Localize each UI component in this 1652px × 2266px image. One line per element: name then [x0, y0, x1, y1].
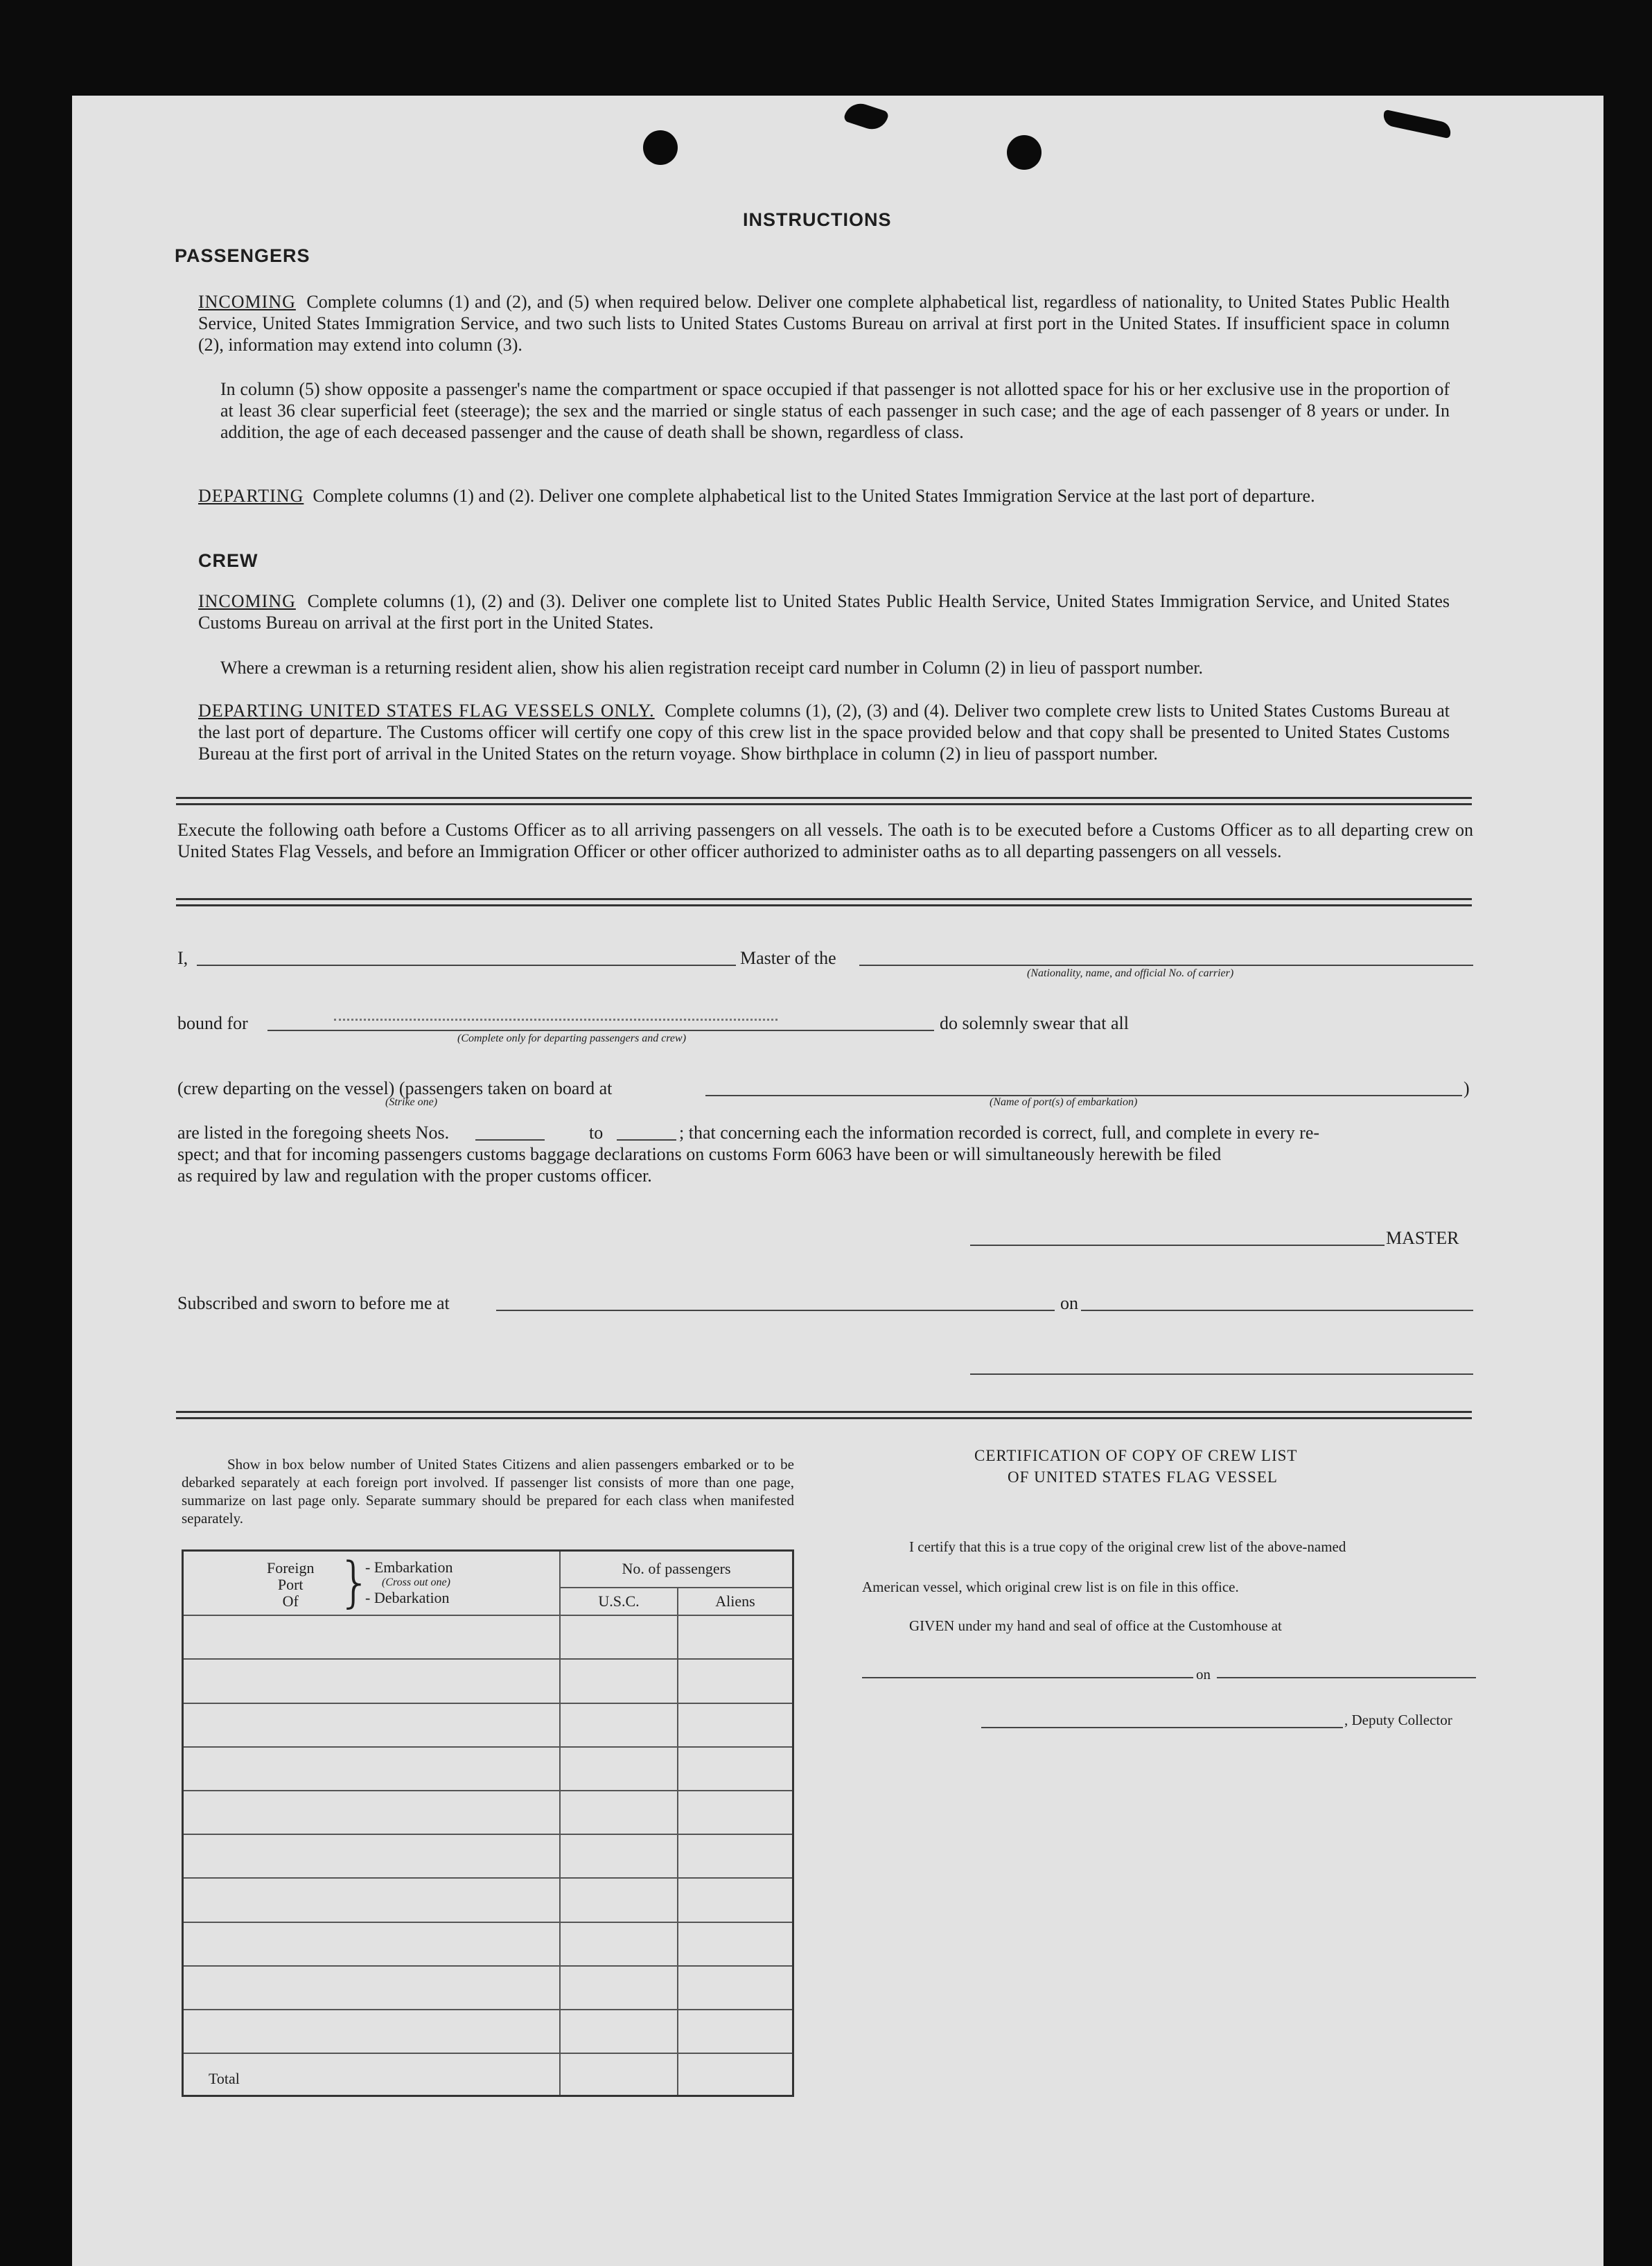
port-cell[interactable] [183, 1966, 561, 2010]
aliens-cell[interactable] [678, 1922, 793, 1966]
column5-instructions: In column (5) show opposite a passenger's name the compartment or space occupied if that passenger is not allotted space for his or her exclusive use in the proportion of at least 36 clear superficial feet (steerage); the sex and the married or single status of each passenger in such case; and the age of each passenger of 8 years or under. In addition, the age of each deceased passenger and the cause of death shall be shown, regardless of class. [220, 379, 1450, 442]
usc-cell[interactable] [560, 2010, 678, 2053]
table-row [183, 1922, 793, 1966]
close-paren: ) [1464, 1078, 1470, 1098]
strike-one-hint: (Strike one) [385, 1096, 438, 1108]
port-cell[interactable] [183, 1834, 561, 1878]
aliens-cell[interactable] [678, 1615, 793, 1659]
port-cell[interactable] [183, 2010, 561, 2053]
aliens-cell[interactable] [678, 1659, 793, 1703]
usc-cell[interactable] [560, 1922, 678, 1966]
certification-title-1: CERTIFICATION OF COPY OF CREW LIST [974, 1447, 1298, 1464]
bound-for-dots [334, 1019, 777, 1021]
aliens-cell[interactable] [678, 1703, 793, 1747]
passenger-summary-table [182, 1549, 794, 2097]
aliens-cell[interactable] [678, 2010, 793, 2053]
crew-incoming-text: Complete columns (1), (2) and (3). Deliver one complete list to United States Public Health Service, United States Immigration Service, and United States Customs Bureau on arrival at the first port in the United States. [198, 591, 1450, 633]
crew-passengers-label: (crew departing on the vessel) (passengers taken on board at [177, 1078, 613, 1098]
port-cell[interactable] [183, 1747, 561, 1791]
usc-cell[interactable] [560, 1966, 678, 2010]
sheet-from-field[interactable] [475, 1139, 545, 1141]
sworn-location-field[interactable] [496, 1310, 1055, 1311]
total-row [183, 2053, 793, 2096]
usc-cell[interactable] [560, 1703, 678, 1747]
crew-alien-note: Where a crewman is a returning resident alien, show his alien registration receipt card number in Column (2) in lieu of passport number. [220, 658, 1204, 678]
punch-hole-right [1007, 135, 1042, 170]
no-of-passengers-header: No. of passengers [560, 1551, 793, 1588]
usc-cell[interactable] [560, 1878, 678, 1922]
port-cell[interactable] [183, 1703, 561, 1747]
crew-departing-text: Complete columns (1), (2), (3) and (4). Deliver two complete crew lists to United States Customs Bureau at the last port of departure. The Customs officer will certify one copy of this crew list in the space provided below and that copy shall be presented to United States Customs Bureau at the first port of arrival in the United States on the return voyage. Show birthplace in column (2) in lieu of passport number. [198, 701, 1450, 764]
carrier-hint: (Nationality, name, and official No. of carrier) [1027, 967, 1234, 979]
passengers-incoming-text: Complete columns (1) and (2), and (5) when required below. Deliver one complete alphabetical list, regardless of nationality, to United States Public Health Service, United States Immigration Service, and two such lists to United States Customs Bureau on arrival at first port in the United States. If insufficient space in column (2), information may extend into column (3). [198, 292, 1450, 355]
carrier-field[interactable] [859, 965, 1473, 966]
cert-on-label: on [1196, 1666, 1211, 1683]
deputy-collector-signature-field[interactable] [981, 1727, 1343, 1728]
listed-rest-2: spect; and that for incoming passengers customs baggage declarations on customs Form 6063 have been or will simultaneously herewith be filed [177, 1144, 1222, 1164]
brace-icon: } [337, 1552, 372, 1614]
certify-line-2: American vessel, which original crew list is on file in this office. [862, 1579, 1239, 1595]
master-of-the-label: Master of the [740, 948, 836, 968]
listed-rest-1: ; that concerning each the information recorded is correct, full, and complete in every re- [679, 1123, 1320, 1143]
port-cell[interactable] [183, 1878, 561, 1922]
passengers-departing [198, 485, 1450, 507]
punch-hole-left [643, 130, 678, 165]
port-header [183, 1551, 561, 1616]
port-hint: (Name of port(s) of embarkation) [990, 1096, 1138, 1108]
table-row [183, 1834, 793, 1878]
port-cell[interactable] [183, 1615, 561, 1659]
sworn-date-field[interactable] [1081, 1310, 1473, 1311]
passengers-incoming [198, 291, 1450, 355]
oath-instruction: Execute the following oath before a Customs Officer as to all arriving passengers on all vessels. The oath is to be executed before a Customs Officer as to all departing crew on United States Flag Vessels, and before an Immigration Officer or other officer authorized to administer oaths as to all departing passengers on all vessels. [177, 820, 1473, 861]
port-label: Port [277, 1576, 304, 1593]
sheet-to-field[interactable] [617, 1139, 676, 1141]
to-label: to [589, 1123, 604, 1143]
usc-cell[interactable] [560, 1747, 678, 1791]
certification-title-2: OF UNITED STATES FLAG VESSEL [1008, 1468, 1278, 1486]
table-row [183, 1747, 793, 1791]
bound-for-hint: (Complete only for departing passengers and crew) [457, 1033, 687, 1044]
passengers-incoming-label: INCOMING [198, 292, 296, 312]
embarkation-label: - Embarkation [365, 1558, 453, 1576]
aliens-header: Aliens [678, 1588, 793, 1616]
crew-incoming-label: INCOMING [198, 591, 296, 611]
bound-for-label: bound for [177, 1013, 248, 1033]
master-name-field[interactable] [197, 965, 736, 966]
passengers-departing-text: Complete columns (1) and (2). Deliver one complete alphabetical list to the United States Immigration Service at the last port of departure. [313, 486, 1315, 506]
table-row [183, 1703, 793, 1747]
officer-signature-field[interactable] [970, 1373, 1473, 1375]
port-cell[interactable] [183, 1659, 561, 1703]
aliens-cell[interactable] [678, 1834, 793, 1878]
usc-header: U.S.C. [560, 1588, 678, 1616]
cert-date-field[interactable] [1217, 1677, 1476, 1678]
usc-cell[interactable] [560, 1834, 678, 1878]
aliens-total-cell[interactable] [678, 2053, 793, 2096]
passengers-departing-label: DEPARTING [198, 486, 304, 506]
aliens-cell[interactable] [678, 1747, 793, 1791]
usc-cell[interactable] [560, 1615, 678, 1659]
certify-line-1: I certify that this is a true copy of the original crew list of the above-named [909, 1538, 1346, 1555]
certify-line-3: GIVEN under my hand and seal of office at the Customhouse at [909, 1617, 1282, 1634]
table-row [183, 2010, 793, 2053]
listed-label: are listed in the foregoing sheets Nos. [177, 1123, 450, 1143]
port-cell[interactable] [183, 1791, 561, 1834]
usc-cell[interactable] [560, 1791, 678, 1834]
deputy-collector-label: , Deputy Collector [1344, 1712, 1452, 1728]
summary-instructions: Show in box below number of United States Citizens and alien passengers embarked or to be debarked separately at each foreign port involved. If passenger list consists of more than one page, summarize on last page only. Separate summary should be prepared for each class when manifested separately. [182, 1456, 794, 1527]
passengers-heading: PASSENGERS [175, 245, 310, 266]
crew-departing [198, 700, 1450, 764]
table-row [183, 1659, 793, 1703]
usc-cell[interactable] [560, 1659, 678, 1703]
master-label: MASTER [1386, 1228, 1459, 1248]
double-rule [176, 797, 1472, 805]
listed-rest-3: as required by law and regulation with the proper customs officer. [177, 1166, 652, 1186]
foreign-label: Foreign [267, 1559, 315, 1576]
oath-i-label: I, [177, 948, 188, 968]
aliens-cell[interactable] [678, 1966, 793, 2010]
customhouse-location-field[interactable] [862, 1677, 1193, 1678]
swear-label: do solemnly swear that all [940, 1013, 1129, 1033]
aliens-cell[interactable] [678, 1791, 793, 1834]
table-row [183, 1791, 793, 1834]
cross-out-hint: (Cross out one) [382, 1576, 450, 1588]
double-rule [176, 1411, 1472, 1419]
total-label: Total [183, 2053, 561, 2096]
double-rule [176, 898, 1472, 906]
subscribed-label: Subscribed and sworn to before me at [177, 1293, 450, 1313]
crew-incoming [198, 590, 1450, 633]
debarkation-label: - Debarkation [365, 1589, 450, 1606]
crew-departing-label: DEPARTING UNITED STATES FLAG VESSELS ONLY. [198, 701, 655, 721]
table-row [183, 1966, 793, 2010]
table-row [183, 1615, 793, 1659]
on-label: on [1060, 1293, 1078, 1313]
of-label: Of [282, 1592, 299, 1610]
port-cell[interactable] [183, 1922, 561, 1966]
usc-total-cell[interactable] [560, 2053, 678, 2096]
aliens-cell[interactable] [678, 1878, 793, 1922]
page-title: INSTRUCTIONS [743, 209, 892, 230]
crew-heading: CREW [198, 550, 258, 571]
master-signature-field[interactable] [970, 1245, 1385, 1246]
bound-for-field[interactable] [267, 1030, 934, 1031]
table-row [183, 1878, 793, 1922]
